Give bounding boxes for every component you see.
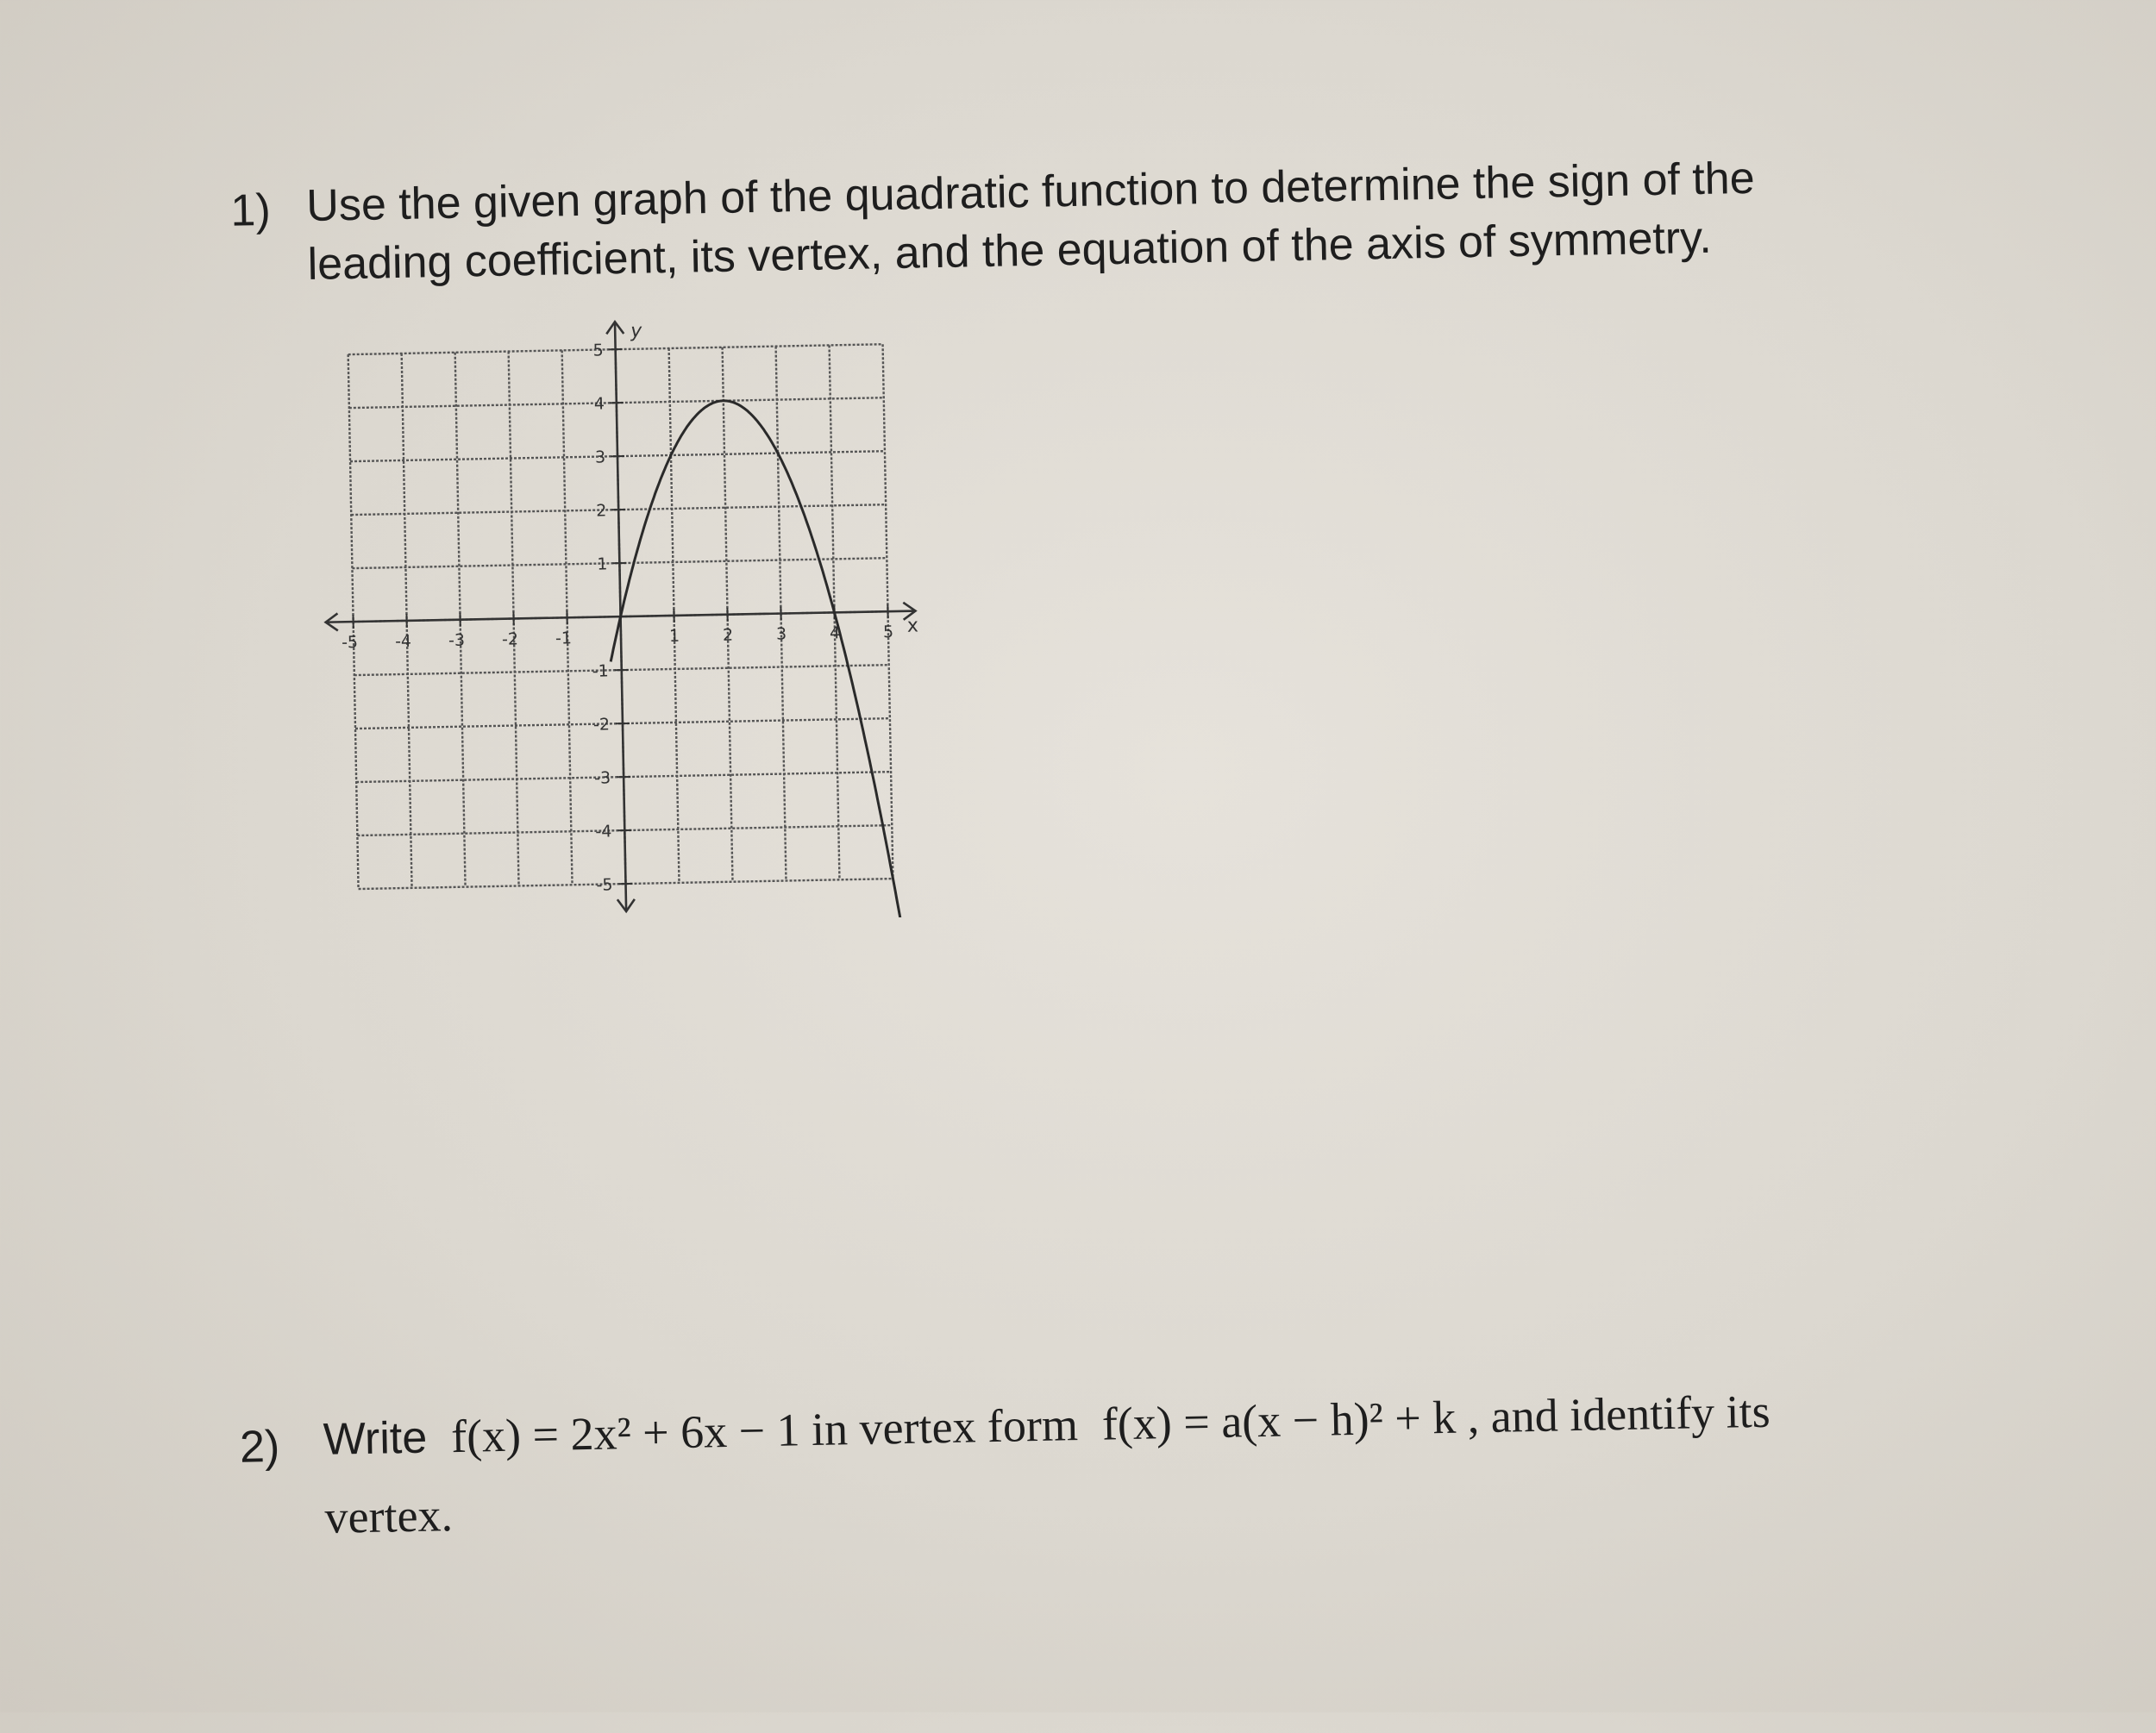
question-2-line-2: vertex. [324,1447,1773,1561]
x-tick-label: 3 [776,624,787,643]
x-tick-label: 4 [830,623,841,642]
y-tick-label: -2 [593,715,610,734]
question-1-text [306,149,1757,294]
x-tick-label: 1 [669,627,680,646]
function-expression: f(x) = 2x² + 6x − 1 [451,1404,801,1462]
question-1-line-2: leading coefficient, its vertex, and the equation of the axis of symmetry. [307,208,1757,294]
graph-curve [605,397,905,929]
question-2-mid-text: in vertex form [811,1398,1078,1455]
question-2-function [439,1404,812,1462]
y-tick-label: -3 [594,768,611,787]
y-tick-label: 1 [597,554,608,573]
x-axis-label: x [907,616,919,637]
parabola-series [605,397,905,929]
vertex-form-expression: f(x) = a(x − h)² + k [1101,1392,1457,1450]
y-tick-label: 4 [594,394,605,413]
question-2-number: 2) [239,1421,279,1473]
question-1-line-1: Use the given graph of the quadratic function to determine the sign of the [306,149,1756,235]
y-axis-label: y [630,321,642,342]
y-tick-label: -1 [592,661,609,680]
question-2-vertex-form [1090,1391,1469,1449]
x-tick-label: -4 [395,632,411,651]
y-tick-label: 5 [592,341,604,360]
y-tick-label: -4 [595,822,611,841]
y-tick-label: -5 [596,875,612,894]
y-tick-label: 3 [595,447,606,466]
question-2-write-word: Write [323,1413,427,1465]
question-2-end-text: , and identify its [1467,1386,1771,1443]
y-tick-label: 2 [596,501,607,520]
question-1-number: 1) [230,185,271,237]
question-2-text [323,1377,1772,1561]
parabola-graph [296,312,980,929]
x-tick-label: 5 [883,623,894,641]
x-tick-label: -3 [448,631,465,650]
x-tick-label: -5 [342,633,358,652]
x-tick-label: 2 [723,626,734,645]
x-tick-label: -1 [555,629,572,648]
x-tick-label: -2 [502,629,518,648]
